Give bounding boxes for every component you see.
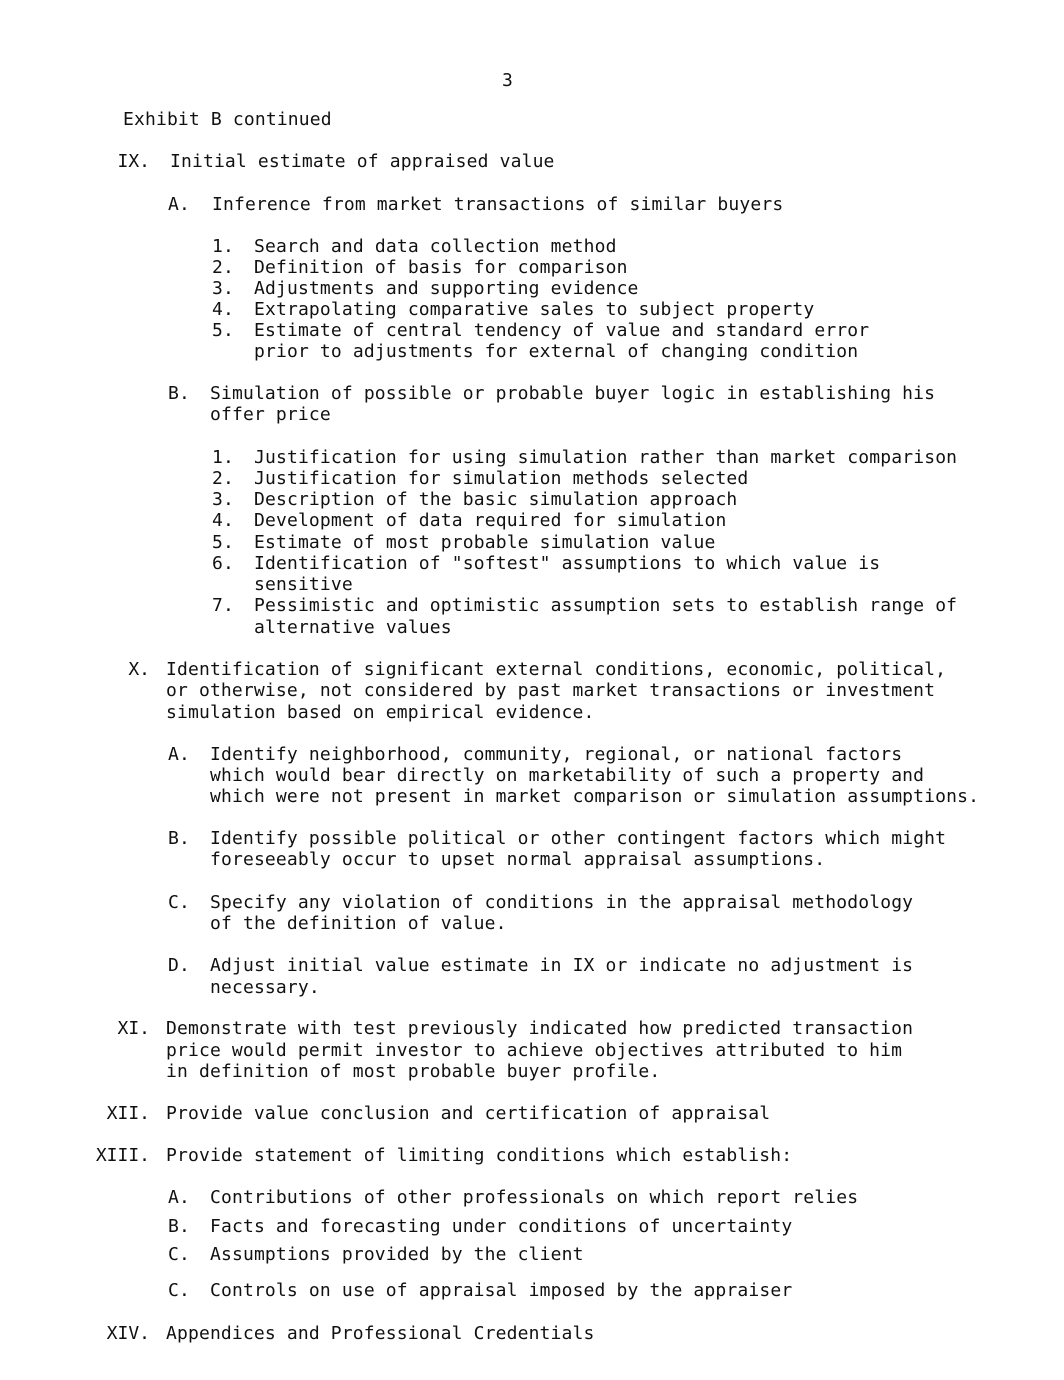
section-x-text: Identification of significant external conditions, economic, political, (166, 659, 947, 680)
x-item-label: D. (168, 955, 190, 976)
ix-b-text: Simulation of possible or probable buyer logic in establishing his (210, 383, 936, 404)
ix-b-item-text: Justification for using simulation rather than market comparison (254, 447, 958, 468)
x-item-text: Specify any violation of conditions in the appraisal methodology (210, 892, 914, 913)
ix-b-item-number: 7. (212, 595, 234, 616)
ix-b-item-text: alternative values (254, 617, 452, 638)
page-number: 3 (502, 70, 513, 91)
ix-b-item-number: 4. (212, 510, 234, 531)
section-xii-number: XII. (106, 1103, 150, 1124)
ix-b-item-number: 6. (212, 553, 234, 574)
ix-b-item-text: Justification for simulation methods selected (254, 468, 749, 489)
ix-a-item-number: 4. (212, 299, 234, 320)
section-xiii-text: Provide statement of limiting conditions which establish: (166, 1145, 793, 1166)
x-item-text: Identify neighborhood, community, regional, or national factors (210, 744, 903, 765)
xiii-item-text: Facts and forecasting under conditions of uncertainty (210, 1216, 793, 1237)
section-x-number: X. (128, 659, 150, 680)
ix-b-text: offer price (210, 404, 331, 425)
section-xi-text: price would permit investor to achieve objectives attributed to him (166, 1040, 903, 1061)
x-item-text: which would bear directly on marketability of such a property and (210, 765, 925, 786)
section-xiv-text: Appendices and Professional Credentials (166, 1323, 595, 1344)
xiii-item-label: B. (168, 1216, 190, 1237)
ix-a-item-number: 3. (212, 278, 234, 299)
ix-a-label: A. (168, 194, 190, 215)
ix-a-item-number: 1. (212, 236, 234, 257)
ix-b-item-text: Identification of "softest" assumptions to which value is (254, 553, 881, 574)
x-item-text: of the definition of value. (210, 913, 507, 934)
x-item-text: which were not present in market comparison or simulation assumptions. (210, 786, 980, 807)
x-item-text: foreseeably occur to upset normal appraisal assumptions. (210, 849, 826, 870)
ix-a-item-text: Extrapolating comparative sales to subject property (254, 299, 815, 320)
section-xi-text: Demonstrate with test previously indicated how predicted transaction (166, 1018, 914, 1039)
section-x-text: simulation based on empirical evidence. (166, 702, 595, 723)
xiii-item-text: Assumptions provided by the client (210, 1244, 584, 1265)
section-xi-number: XI. (117, 1018, 150, 1039)
section-ix-title: Initial estimate of appraised value (170, 151, 555, 172)
ix-b-item-number: 2. (212, 468, 234, 489)
section-xiii-number: XIII. (95, 1145, 150, 1166)
x-item-text: Identify possible political or other contingent factors which might (210, 828, 947, 849)
ix-a-item-text: Definition of basis for comparison (254, 257, 628, 278)
ix-b-item-number: 1. (212, 447, 234, 468)
ix-a-item-text: Search and data collection method (254, 236, 617, 257)
section-x-text: or otherwise, not considered by past market transactions or investment (166, 680, 936, 701)
xiii-item-text: Controls on use of appraisal imposed by the appraiser (210, 1280, 793, 1301)
xiii-item-label: C. (168, 1280, 190, 1301)
x-item-text: Adjust initial value estimate in IX or indicate no adjustment is (210, 955, 914, 976)
ix-a-item-text: Adjustments and supporting evidence (254, 278, 639, 299)
x-item-label: A. (168, 744, 190, 765)
x-item-text: necessary. (210, 977, 320, 998)
ix-a-item-text: prior to adjustments for external of changing condition (254, 341, 859, 362)
section-xii-text: Provide value conclusion and certification of appraisal (166, 1103, 771, 1124)
x-item-label: B. (168, 828, 190, 849)
ix-a-text: Inference from market transactions of similar buyers (212, 194, 784, 215)
section-xi-text: in definition of most probable buyer profile. (166, 1061, 661, 1082)
ix-a-item-number: 5. (212, 320, 234, 341)
exhibit-header: Exhibit B continued (123, 109, 332, 130)
ix-b-item-text: sensitive (254, 574, 353, 595)
ix-b-item-number: 3. (212, 489, 234, 510)
ix-b-item-text: Development of data required for simulation (254, 510, 727, 531)
ix-b-label: B. (168, 383, 190, 404)
section-xiv-number: XIV. (106, 1323, 150, 1344)
ix-b-item-text: Pessimistic and optimistic assumption sets to establish range of (254, 595, 958, 616)
x-item-label: C. (168, 892, 190, 913)
xiii-item-text: Contributions of other professionals on which report relies (210, 1187, 859, 1208)
ix-a-item-text: Estimate of central tendency of value and standard error (254, 320, 870, 341)
xiii-item-label: C. (168, 1244, 190, 1265)
ix-b-item-text: Estimate of most probable simulation value (254, 532, 716, 553)
ix-b-item-number: 5. (212, 532, 234, 553)
ix-b-item-text: Description of the basic simulation approach (254, 489, 738, 510)
section-ix-number: IX. (117, 151, 150, 172)
xiii-item-label: A. (168, 1187, 190, 1208)
ix-a-item-number: 2. (212, 257, 234, 278)
